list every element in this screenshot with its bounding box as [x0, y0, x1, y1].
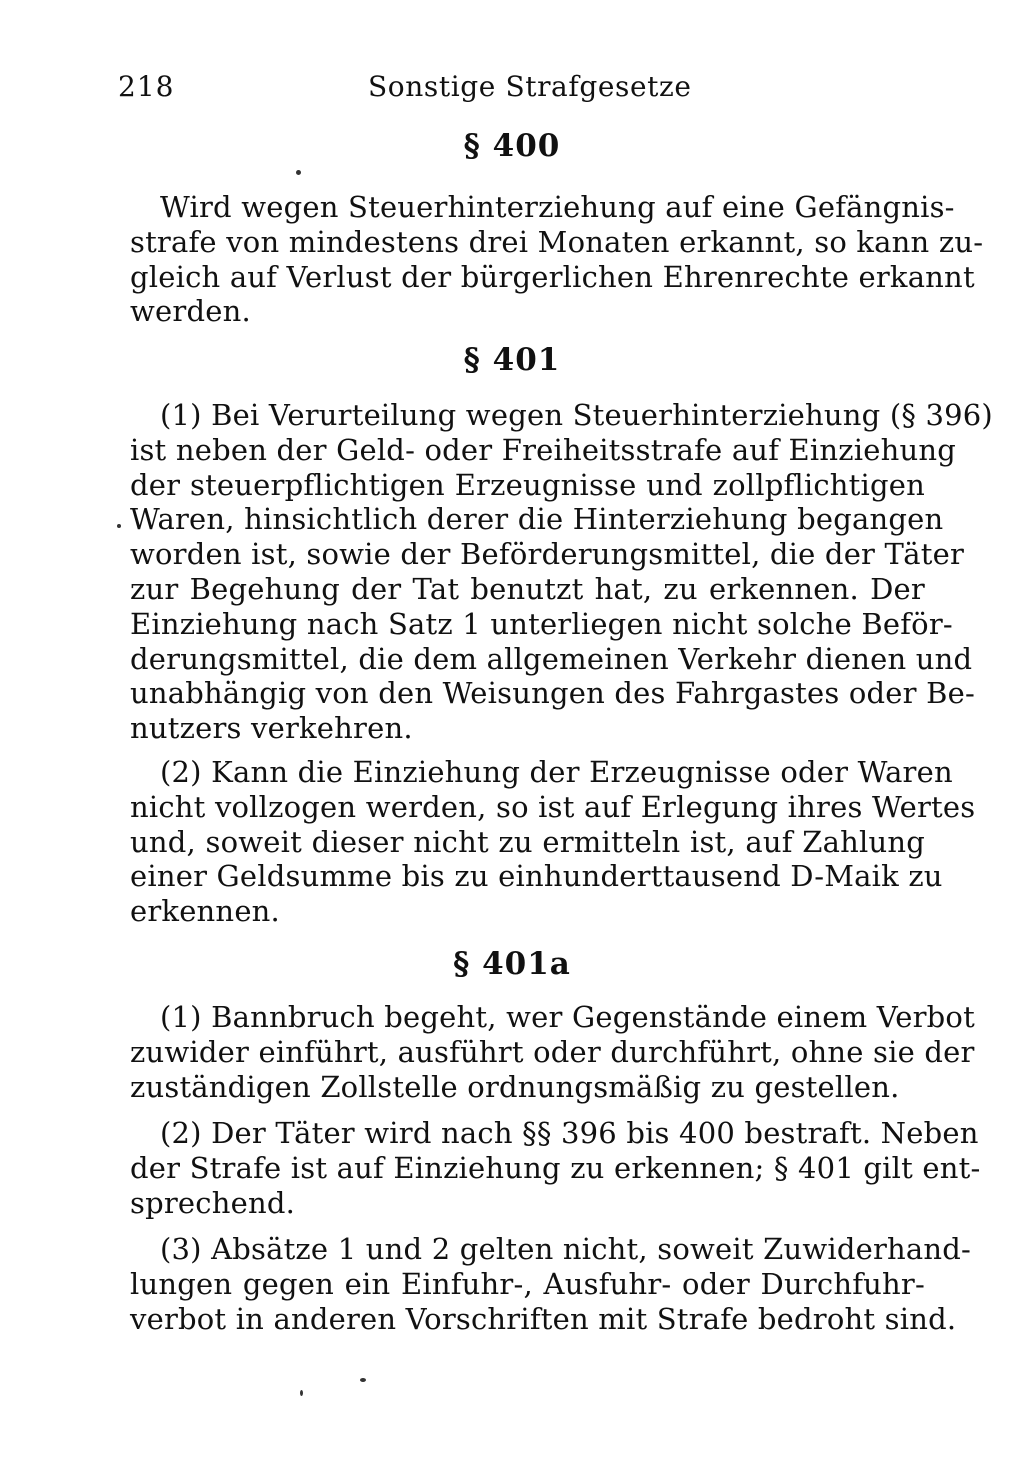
text-line: erkennen. — [130, 894, 280, 929]
text-line: unabhängig von den Weisungen des Fahrgastes oder Be- — [130, 676, 975, 711]
text-line: zuwider einführt, ausführt oder durchführt, ohne sie der — [130, 1034, 975, 1069]
scan-speck — [300, 1390, 303, 1396]
text-line: worden ist, sowie der Beförderungsmittel, die der Täter — [130, 537, 965, 572]
running-header — [118, 70, 918, 110]
section-heading-401a: § 401a — [453, 946, 571, 982]
paragraph — [130, 190, 984, 329]
section-401a-body-2 — [130, 1116, 981, 1220]
text-line: zur Begehung der Tat benutzt hat, zu erkennen. Der — [130, 571, 925, 606]
text-line: (1) Bei Verurteilung wegen Steuerhinterziehung (§ 396) — [160, 398, 993, 432]
text-line: der steuerpflichtigen Erzeugnisse und zollpflichtigen — [130, 467, 925, 502]
text-line: Einziehung nach Satz 1 unterliegen nicht solche Beför- — [130, 606, 953, 641]
scan-speck — [360, 1378, 366, 1382]
text-line: strafe von mindestens drei Monaten erkannt, so kann zu- — [130, 224, 984, 259]
section-401a-body — [130, 1000, 975, 1104]
text-line: verbot in anderen Vorschriften mit Strafe bedroht sind. — [130, 1301, 957, 1336]
text-line: werden. — [130, 294, 251, 329]
section-401a-body-3 — [130, 1232, 972, 1336]
text-line: einer Geldsumme bis zu einhunderttausend D-Maik zu — [130, 859, 943, 894]
text-line: nicht vollzogen werden, so ist auf Erlegung ihres Wertes — [130, 789, 976, 824]
text-line: lungen gegen ein Einfuhr-, Ausfuhr- oder Durchfuhr- — [130, 1266, 925, 1301]
text-line: Wird wegen Steuerhinterziehung auf eine Gefängnis- — [160, 190, 955, 224]
paragraph — [130, 1232, 972, 1336]
text-line: (2) Kann die Einziehung der Erzeugnisse oder Waren — [160, 755, 953, 789]
paragraph — [130, 1116, 981, 1220]
paragraph — [130, 1000, 975, 1104]
text-line: (1) Bannbruch begeht, wer Gegenstände einem Verbot — [160, 1000, 975, 1034]
text-line: ist neben der Geld- oder Freiheitsstrafe auf Einziehung — [130, 432, 956, 467]
section-heading-400: § 400 — [463, 128, 561, 164]
text-line: gleich auf Verlust der bürgerlichen Ehrenrechte erkannt — [130, 259, 975, 294]
section-heading-401: § 401 — [463, 342, 561, 378]
text-line: derungsmittel, die dem allgemeinen Verkehr dienen und — [130, 641, 973, 676]
page-number: 218 — [118, 70, 175, 103]
section-401-body-2 — [130, 755, 976, 929]
section-401-body — [130, 398, 993, 746]
scan-speck — [296, 170, 301, 175]
section-400-body — [130, 190, 984, 329]
paragraph — [130, 755, 976, 929]
scan-speck — [117, 524, 121, 528]
text-line: und, soweit dieser nicht zu ermitteln ist, auf Zahlung — [130, 824, 925, 859]
paragraph — [130, 398, 993, 746]
text-line: der Strafe ist auf Einziehung zu erkennen; § 401 gilt ent- — [130, 1150, 981, 1185]
text-line: (3) Absätze 1 und 2 gelten nicht, soweit Zuwiderhand- — [160, 1232, 972, 1266]
text-line: zuständigen Zollstelle ordnungsmäßig zu gestellen. — [130, 1069, 900, 1104]
running-title: Sonstige Strafgesetze — [368, 70, 692, 103]
text-line: (2) Der Täter wird nach §§ 396 bis 400 bestraft. Neben — [160, 1116, 979, 1150]
text-line: Waren, hinsichtlich derer die Hinterziehung begangen — [130, 502, 944, 537]
text-line: nutzers verkehren. — [130, 711, 413, 746]
text-line: sprechend. — [130, 1185, 296, 1220]
